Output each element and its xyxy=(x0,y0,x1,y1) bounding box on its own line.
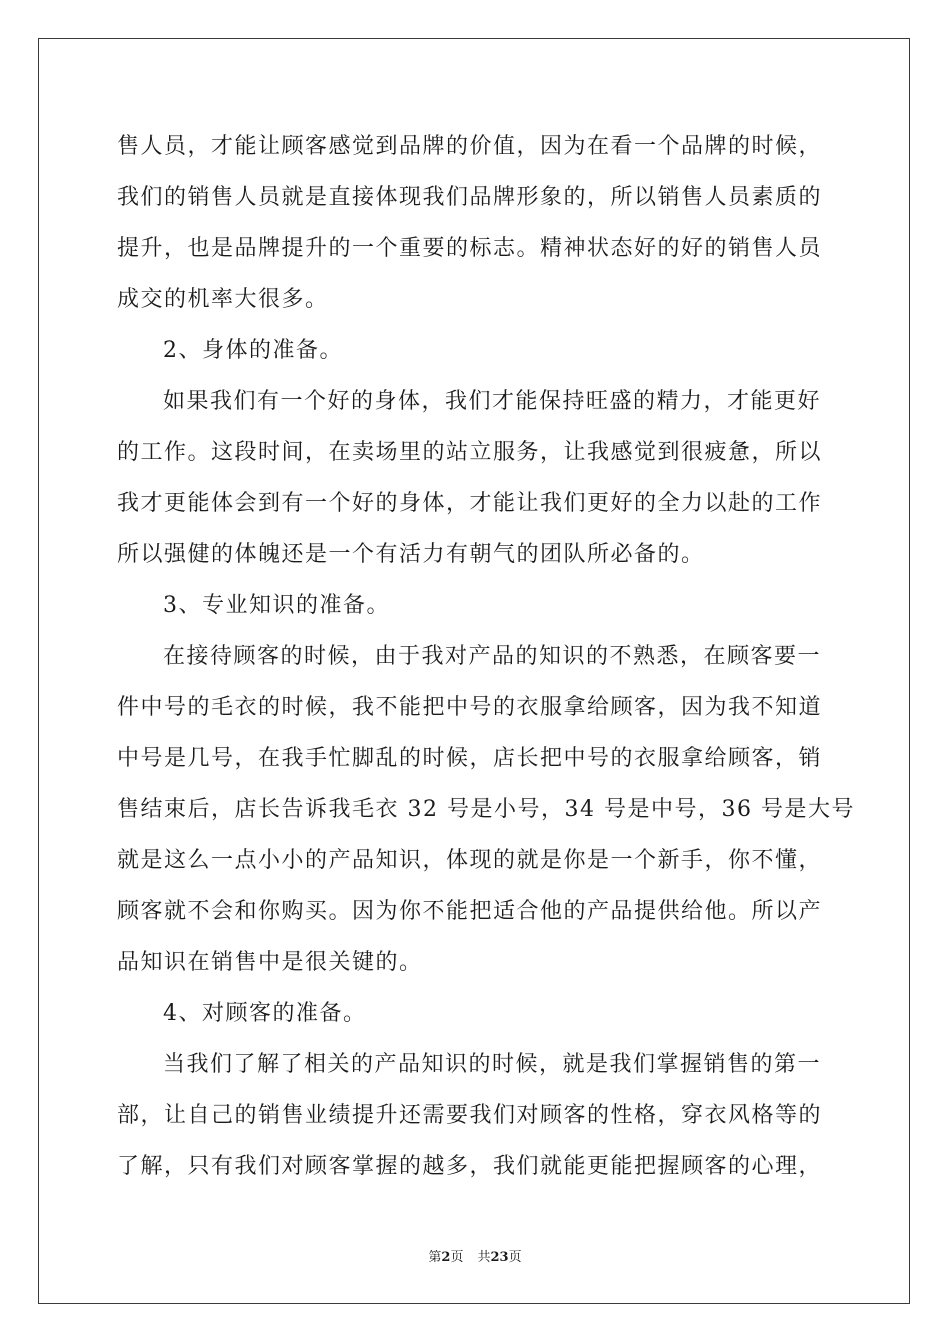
text-line: 提升，也是品牌提升的一个重要的标志。精神状态好的好的销售人员 xyxy=(117,236,823,261)
footer-total-prefix: 共 xyxy=(477,1250,491,1265)
footer-page-number: 2 xyxy=(441,1250,451,1265)
text-line: 件中号的毛衣的时候，我不能把中号的衣服拿给顾客，因为我不知道 xyxy=(117,695,823,720)
footer-page-suffix: 页 xyxy=(450,1250,464,1265)
text-line: 成交的机率大很多。 xyxy=(117,287,329,312)
text-line: 了解，只有我们对顾客掌握的越多，我们就能更能把握顾客的心理， xyxy=(117,1154,823,1179)
text-line: 在接待顾客的时候，由于我对产品的知识的不熟悉，在顾客要一 xyxy=(163,644,822,669)
text-line: 所以强健的体魄还是一个有活力有朝气的团队所必备的。 xyxy=(117,542,705,567)
text-line: 当我们了解了相关的产品知识的时候，就是我们掌握销售的第一 xyxy=(163,1052,822,1077)
text-line: 部，让自己的销售业绩提升还需要我们对顾客的性格，穿衣风格等的 xyxy=(117,1103,823,1128)
text-line: 品知识在销售中是很关键的。 xyxy=(117,950,423,975)
section-heading: 2、身体的准备。 xyxy=(163,338,343,363)
section-heading: 3、专业知识的准备。 xyxy=(163,593,390,618)
text-line: 的工作。这段时间，在卖场里的站立服务，让我感觉到很疲惫，所以 xyxy=(117,440,823,465)
footer-total-suffix: 页 xyxy=(508,1250,522,1265)
text-line: 顾客就不会和你购买。因为你不能把适合他的产品提供给他。所以产 xyxy=(117,899,823,924)
text-line: 中号是几号，在我手忙脚乱的时候，店长把中号的衣服拿给顾客，销 xyxy=(117,746,823,771)
footer-page-prefix: 第 xyxy=(428,1250,442,1265)
text-line: 就是这么一点小小的产品知识，体现的就是你是一个新手，你不懂， xyxy=(117,848,823,873)
footer-total-pages: 23 xyxy=(490,1250,509,1265)
text-line: 我才更能体会到有一个好的身体，才能让我们更好的全力以赴的工作 xyxy=(117,491,823,516)
section-heading: 4、对顾客的准备。 xyxy=(163,1001,367,1026)
text-line: 如果我们有一个好的身体，我们才能保持旺盛的精力，才能更好 xyxy=(163,389,822,414)
page-footer xyxy=(0,1250,950,1266)
text-line: 我们的销售人员就是直接体现我们品牌形象的，所以销售人员素质的 xyxy=(117,185,823,210)
text-line: 售人员，才能让顾客感觉到品牌的价值，因为在看一个品牌的时候， xyxy=(117,134,823,159)
text-line: 售结束后，店长告诉我毛衣 32 号是小号，34 号是中号，36 号是大号 xyxy=(117,797,855,822)
